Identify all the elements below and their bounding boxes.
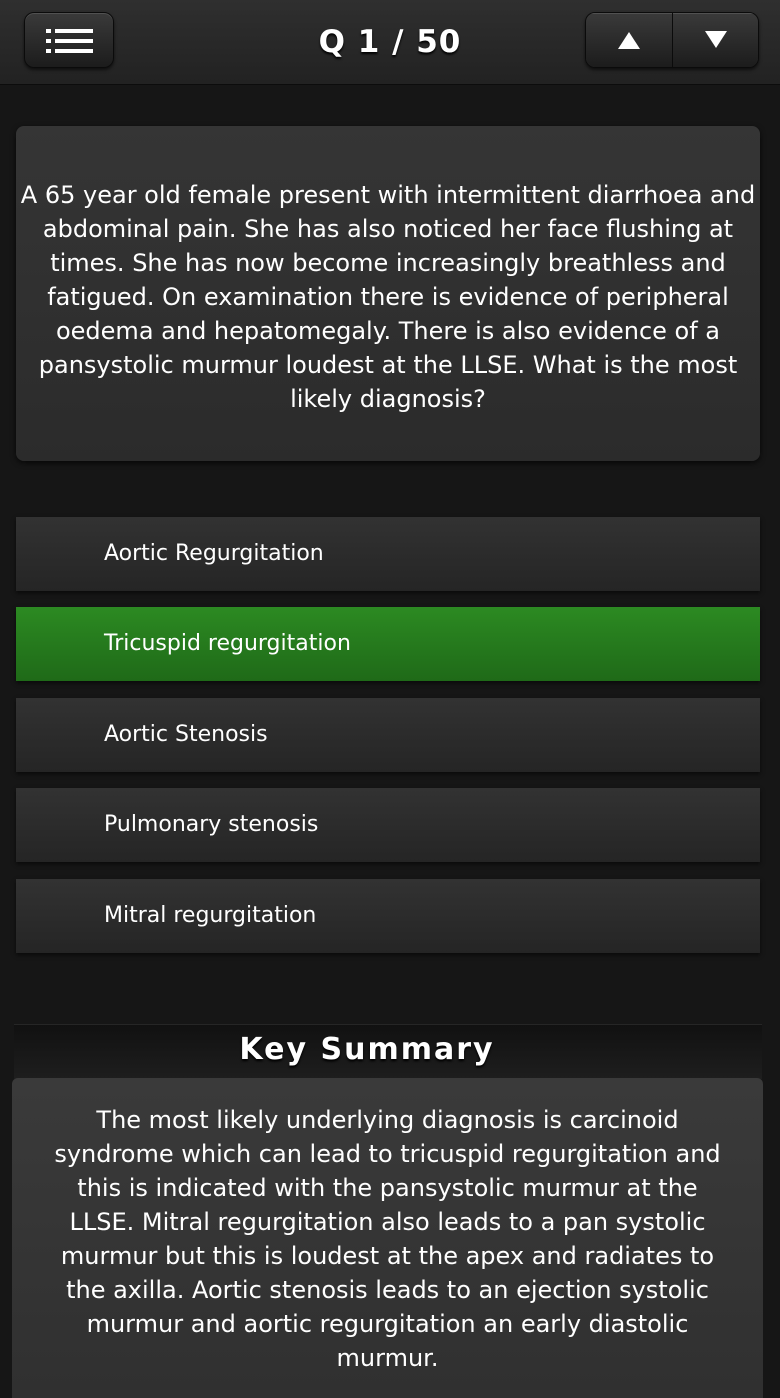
answer-option[interactable] xyxy=(16,788,760,862)
top-bar xyxy=(0,0,780,85)
answer-option[interactable] xyxy=(16,517,760,591)
question-card xyxy=(16,126,760,461)
answer-label: Mitral regurgitation xyxy=(104,903,317,928)
answer-label: Aortic Stenosis xyxy=(104,722,268,747)
previous-question-button[interactable] xyxy=(586,13,673,67)
triangle-down-icon xyxy=(704,30,728,50)
key-summary-panel xyxy=(12,1078,763,1398)
triangle-up-icon xyxy=(617,30,641,50)
menu-button[interactable] xyxy=(24,12,114,68)
key-summary-title: Key Summary xyxy=(239,1032,495,1067)
answer-label: Pulmonary stenosis xyxy=(104,812,319,837)
answer-option[interactable] xyxy=(16,698,760,772)
key-summary-header xyxy=(14,1024,762,1079)
question-nav xyxy=(585,12,759,68)
answer-option-correct[interactable] xyxy=(16,607,760,681)
question-text: A 65 year old female present with intermittent diarrhoea and abdominal pain. She has also noticed her face flushing at times. She has now become increasingly breathless and fatigued. On examination there is evidence of peripheral oedema and hepatomegaly. There is also evidence of a pansystolic murmur loudest at the LLSE. What is the most likely diagnosis? xyxy=(20,180,756,413)
answer-label: Aortic Regurgitation xyxy=(104,541,324,566)
question-counter: Q 1 / 50 xyxy=(318,24,462,60)
answer-label: Tricuspid regurgitation xyxy=(104,631,351,656)
next-question-button[interactable] xyxy=(673,13,759,67)
list-menu-icon xyxy=(46,28,94,54)
answer-option[interactable] xyxy=(16,879,760,953)
key-summary-text: The most likely underlying diagnosis is carcinoid syndrome which can lead to tricuspid regurgitation and this is indicated with the pansystolic murmur at the LLSE. Mitral regurgitation also leads to a pan systolic murmur but this is loudest at the apex and radiates to the axilla. Aortic stenosis leads to an ejection systolic murmur and aortic regurgitation an early diastolic murmur. xyxy=(54,1106,721,1372)
